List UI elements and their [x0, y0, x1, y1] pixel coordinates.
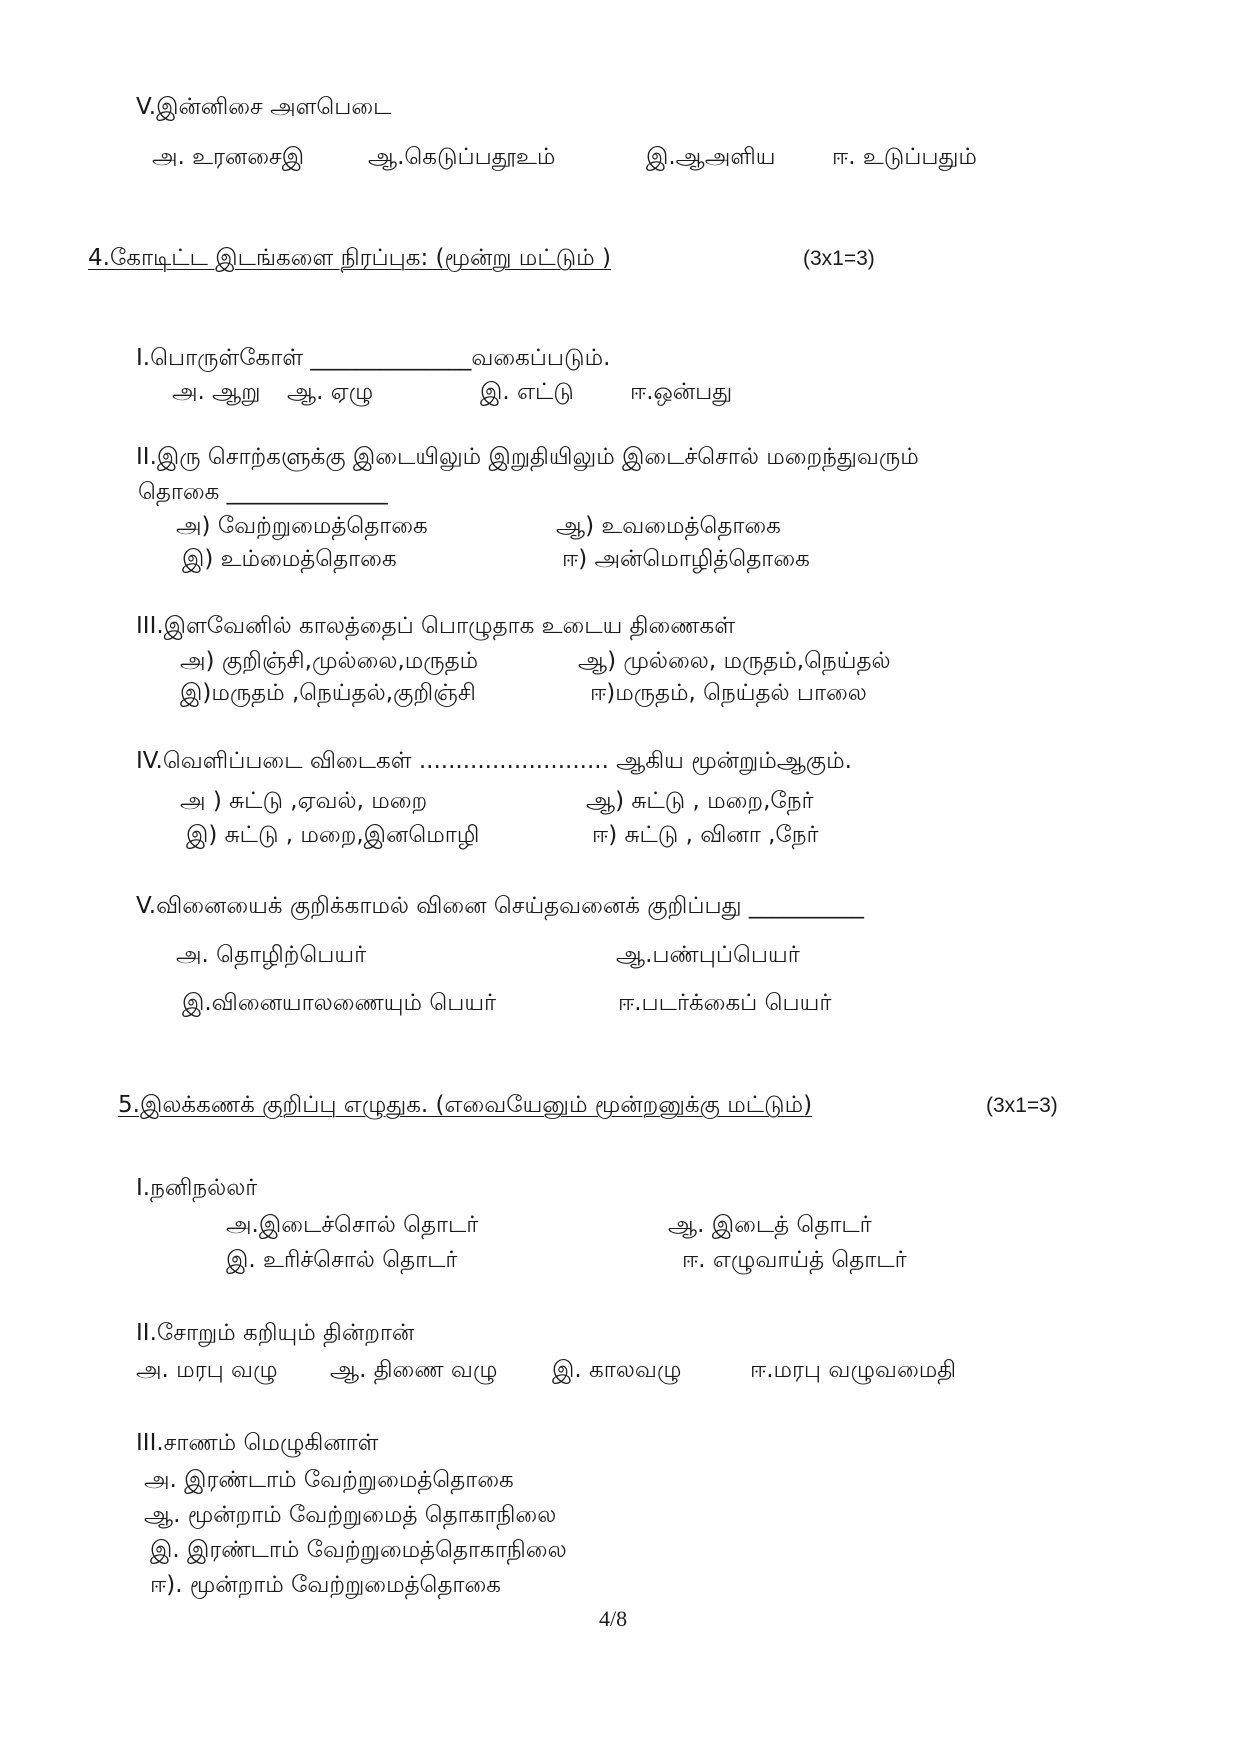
q4-item-4-opt-i: இ) சுட்டு , மறை,இனமொழி: [186, 822, 480, 848]
q5-item-1-opt-a: அ.இடைச்சொல் தொடர்: [226, 1212, 479, 1238]
section-5-marks: (3x1=3): [986, 1094, 1058, 1117]
q5-item-2-opt-aa: ஆ. திணை வழு: [330, 1357, 498, 1383]
q4-item-1-opt-aa: ஆ. ஏழு: [287, 379, 374, 405]
q4-item-2-opt-ii: ஈ) அன்மொழித்தொகை: [562, 546, 810, 572]
q4-item-2-line-2: தொகை ______________: [138, 479, 388, 505]
q5-item-3-opt-i: இ. இரண்டாம் வேற்றுமைத்தொகாநிலை: [150, 1537, 567, 1563]
section-4-heading: 4.கோடிட்ட இடங்களை நிரப்புக: (மூன்று மட்டும் ): [88, 245, 611, 271]
q4-item-5-opt-i: இ.வினையாலணையும் பெயர்: [182, 990, 497, 1016]
q4-item-4-opt-ii: ஈ) சுட்டு , வினா ,நேர்: [592, 822, 819, 848]
q4-item-2-opt-a: அ) வேற்றுமைத்தொகை: [176, 513, 428, 539]
q4-item-3-opt-aa: ஆ) முல்லை, மருதம்,நெய்தல்: [578, 648, 891, 674]
q4-item-5-opt-aa: ஆ.பண்புப்பெயர்: [616, 942, 800, 968]
q4-item-1-opt-i: இ. எட்டு: [480, 379, 574, 405]
section-4-marks: (3x1=3): [803, 247, 875, 270]
q4-item-4-opt-aa: ஆ) சுட்டு , மறை,நேர்: [586, 788, 814, 814]
q4-item-2-opt-i: இ) உம்மைத்தொகை: [182, 546, 397, 572]
q4-item-5: V.வினையைக் குறிக்காமல் வினை செய்தவனைக் குறிப்பது __________: [136, 893, 864, 919]
q4-item-4-opt-a: அ ) சுட்டு ,ஏவல், மறை: [180, 788, 428, 814]
q5-item-2-opt-i: இ. காலவழு: [552, 1357, 682, 1383]
q4-item-1-opt-a: அ. ஆறு: [172, 379, 261, 405]
q4-item-5-opt-ii: ஈ.படர்க்கைப் பெயர்: [618, 990, 832, 1016]
q5-item-3-opt-ii: ஈ). மூன்றாம் வேற்றுமைத்தொகை: [150, 1572, 501, 1598]
option-aa: ஆ.கெடுப்பதூஉம்: [368, 144, 556, 170]
q5-item-2-opt-a: அ. மரபு வழு: [136, 1357, 278, 1383]
page-number: 4/8: [599, 1606, 628, 1631]
q5-item-3-opt-aa: ஆ. மூன்றாம் வேற்றுமைத் தொகாநிலை: [144, 1502, 557, 1528]
q5-item-3-opt-a: அ. இரண்டாம் வேற்றுமைத்தொகை: [144, 1467, 514, 1493]
q4-item-3-opt-i: இ)மருதம் ,நெய்தல்,குறிஞ்சி: [180, 680, 476, 706]
option-i: இ.ஆஅளிய: [646, 144, 776, 170]
q4-item-5-opt-a: அ. தொழிற்பெயர்: [176, 942, 367, 968]
q4-item-2-opt-aa: ஆ) உவமைத்தொகை: [556, 513, 781, 539]
q4-item-2-line-1: II.இரு சொற்களுக்கு இடையிலும் இறுதியிலும் இடைச்சொல் மறைந்துவரும்: [136, 444, 919, 470]
q5-item-1-opt-i: இ. உரிச்சொல் தொடர்: [226, 1247, 458, 1273]
q5-item-1: I.நனிநல்லர்: [136, 1175, 258, 1201]
q5-item-2-opt-ii: ஈ.மரபு வழுவமைதி: [750, 1357, 957, 1383]
q5-item-2: II.சோறும் கறியும் தின்றான்: [136, 1320, 415, 1346]
q4-item-1-opt-ii: ஈ.ஒன்பது: [630, 379, 733, 405]
q4-item-3-opt-ii: ஈ)மருதம், நெய்தல் பாலை: [590, 680, 867, 706]
q5-item-3: III.சாணம் மெழுகினாள்: [136, 1430, 379, 1456]
question-v-top: V.இன்னிசை அளபெடை: [136, 94, 392, 120]
option-ii: ஈ. உடுப்பதும்: [832, 144, 977, 170]
q5-item-1-opt-ii: ஈ. எழுவாய்த் தொடர்: [682, 1247, 907, 1273]
q4-item-3-opt-a: அ) குறிஞ்சி,முல்லை,மருதம்: [180, 648, 479, 674]
q4-item-3: III.இளவேனில் காலத்தைப் பொழுதாக உடைய திணைகள்: [136, 613, 735, 639]
q4-item-4: IV.வெளிப்படை விடைகள் .......................... ஆகிய மூன்றும்ஆகும்.: [136, 748, 852, 774]
q5-item-1-opt-aa: ஆ. இடைத் தொடர்: [668, 1212, 872, 1238]
option-a: அ. உரனசைஇ: [152, 144, 305, 170]
section-5-heading: 5.இலக்கணக் குறிப்பு எழுதுக. (எவையேனும் மூன்றனுக்கு மட்டும்): [118, 1092, 813, 1118]
q4-item-1: I.பொருள்கோள் ______________வகைப்படும்.: [136, 345, 611, 371]
